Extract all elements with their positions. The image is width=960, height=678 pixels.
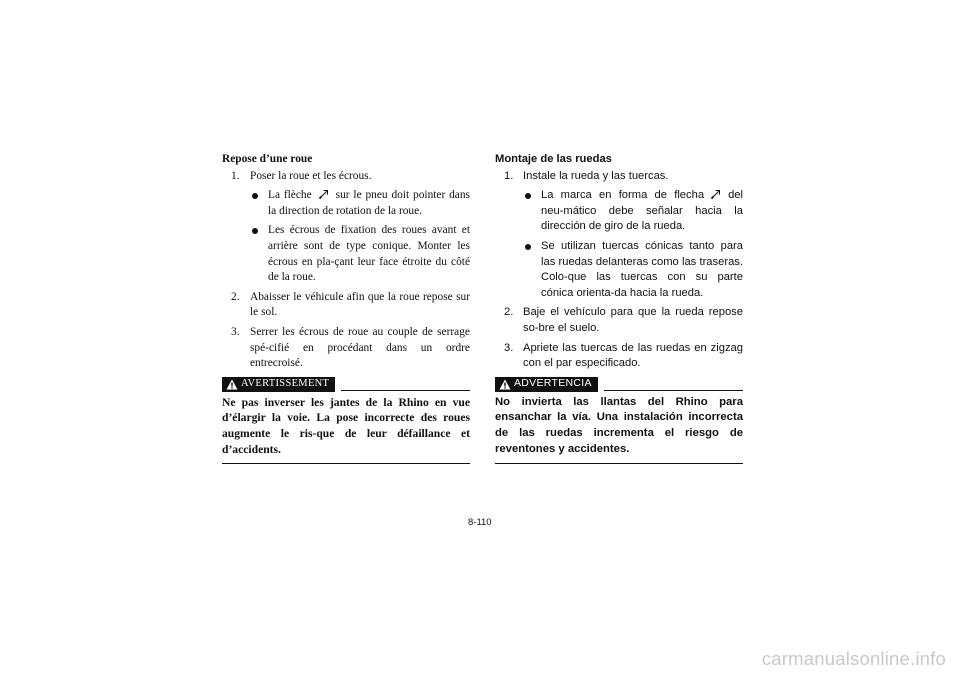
bullet-1-es xyxy=(495,188,743,235)
warning-badge xyxy=(222,377,335,392)
step-number: 3. xyxy=(231,325,240,338)
bullet-text: Se utilizan tuercas cónicas tanto para las ruedas delanteras como las traseras. Colo-que las tuercas con su parte cónica orienta-da hacia la rueda. xyxy=(541,239,743,299)
bullet-1-fr xyxy=(222,188,470,219)
warning-badge xyxy=(495,377,598,392)
step-text: Serrer les écrous de roue au couple de serrage spé-cifié en procédant dans un ordre entrecroisé. xyxy=(250,325,470,370)
warning-header-fr xyxy=(222,377,470,392)
rotation-arrow-icon xyxy=(318,188,330,200)
bullet-text-after: sur le pneu doit pointer dans la direction de rotation de la roue. xyxy=(268,189,470,217)
step-3-fr xyxy=(222,325,470,372)
french-column xyxy=(222,152,470,464)
warning-triangle-icon xyxy=(226,379,238,390)
warning-header-es xyxy=(495,377,743,392)
step-text: Poser la roue et les écrous. xyxy=(250,169,372,182)
page-number: 8-110 xyxy=(468,517,492,528)
warning-text-fr: Ne pas inverser les jantes de la Rhino en vue d’élargir la voie. La pose incorrecte des roues augmente le ris-que de leur défaillance et d’accidents. xyxy=(222,395,470,464)
warning-triangle-icon xyxy=(499,379,511,390)
warning-label: AVERTISSEMENT xyxy=(241,378,330,390)
step-1-fr xyxy=(222,169,470,185)
step-3-es xyxy=(495,341,743,372)
warning-rule xyxy=(341,390,470,391)
step-2-fr xyxy=(222,290,470,321)
warning-rule xyxy=(604,390,743,391)
rotation-arrow-icon xyxy=(710,188,722,200)
step-2-es xyxy=(495,305,743,336)
watermark-link[interactable]: carmanualsonline.info xyxy=(761,648,946,669)
bullet-dot-icon xyxy=(252,228,258,234)
warning-label: ADVERTENCIA xyxy=(514,377,592,390)
section-heading-es: Montaje de las ruedas xyxy=(495,153,612,165)
step-number: 1. xyxy=(504,169,514,182)
bullet-text: Les écrous de fixation des roues avant et arrière sont de type conique. Monter les écrous en pla-çant leur face étroite du côté de la roue. xyxy=(268,224,470,284)
bullet-text-before: La marca en forma de flecha xyxy=(541,189,705,202)
step-number: 2. xyxy=(231,290,240,303)
step-number: 3. xyxy=(504,341,514,354)
bullet-text-before: La flèche xyxy=(268,189,312,202)
bullet-text-after: del neu-mático debe señalar hacia la dirección de giro de la rueda. xyxy=(541,189,743,233)
bullet-2-fr xyxy=(222,223,470,285)
section-heading-fr: Repose d’une roue xyxy=(222,153,313,165)
step-text: Instale la rueda y las tuercas. xyxy=(523,169,669,182)
step-number: 2. xyxy=(504,306,514,319)
step-text: Abaisser le véhicule afin que la roue repose sur le sol. xyxy=(250,290,470,319)
step-text: Baje el vehículo para que la rueda repose so-bre el suelo. xyxy=(523,306,743,334)
bullet-2-es xyxy=(495,239,743,301)
step-number: 1. xyxy=(231,169,240,182)
bullet-dot-icon xyxy=(525,193,531,199)
bullet-dot-icon xyxy=(252,193,258,199)
step-1-es xyxy=(495,169,743,185)
step-text: Apriete las tuercas de las ruedas en zigzag con el par especificado. xyxy=(523,341,743,370)
warning-text-es: No invierta las llantas del Rhino para ensanchar la vía. Una instalación incorrecta de las ruedas incrementa el riesgo de reventones y accidentes. xyxy=(495,395,743,464)
bullet-dot-icon xyxy=(525,244,531,250)
spanish-column xyxy=(495,152,743,464)
